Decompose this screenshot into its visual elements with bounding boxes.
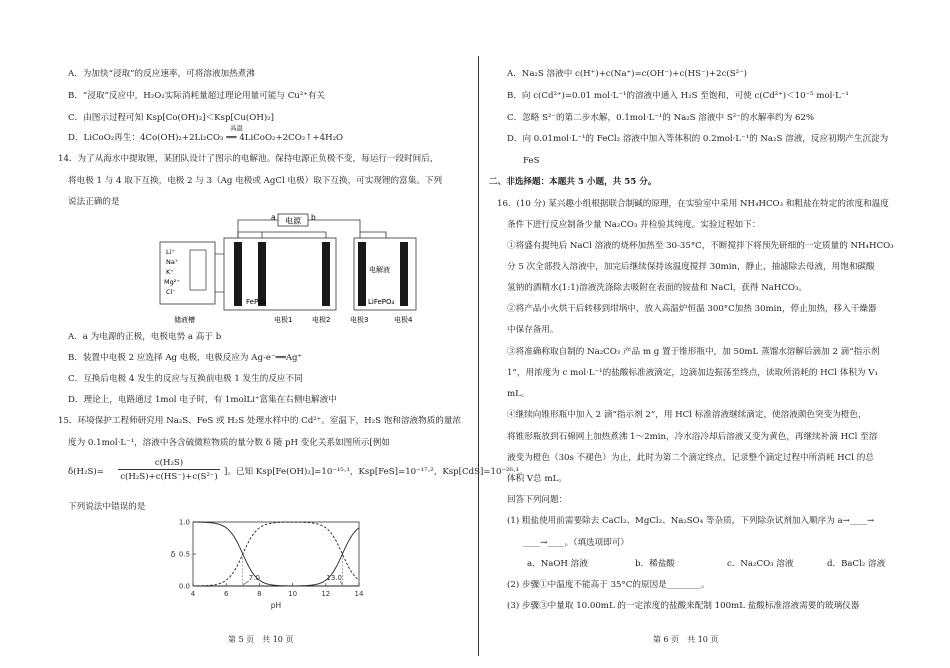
- electrode-1-label: 电极1: [274, 316, 293, 324]
- section-2-heading: 二、非选择题：本题共 5 小题，共 55 分。: [489, 177, 657, 187]
- q14-stem-2: 将电极 1 与 4 取下互换，电极 2 与 3（Ag 电极或 AgCl 电极）取下互换，可实现锂的富集。下列: [68, 176, 443, 186]
- q15-option-a: A．Na₂S 溶液中 c(H⁺)+c(Na⁺)=c(OH⁻)+c(HS⁻)+2c(S²⁻): [507, 69, 747, 79]
- q15-formula-numerator: c(H₂S): [118, 458, 220, 470]
- y-tick-label: 0.0: [178, 582, 190, 591]
- q16-question-3: (3) 步骤③中量取 10.00mL 的一定浓度的盐酸来配制 100mL 盐酸标准溶液需要的玻璃仪器: [507, 601, 860, 611]
- q16-line-17: ____→____。（填选项即可）: [523, 538, 630, 548]
- tank-label: 储液槽: [174, 316, 195, 324]
- q16-line-15: 回答下列问题：: [507, 495, 568, 505]
- electrode-1: [234, 242, 242, 306]
- q13-option-d: D．LiCoO₂再生：4Co(OH)₂+2Li₂CO₃ ══ 4LiCoO₂+2CO₂↑+4H₂O: [68, 133, 344, 143]
- column-divider: [478, 56, 479, 656]
- q14-option-b: B．装置中电极 2 应选择 Ag 电极，电极反应为 Ag-e⁻══Ag⁺: [68, 353, 303, 363]
- annotation-label: 13.0: [326, 574, 342, 582]
- q16-choice-c: c．Na₂CO₃ 溶液: [727, 559, 794, 569]
- left-page-footer: 第 5 页 共 10 页: [228, 635, 294, 644]
- q15-option-b: B．向 c(Cd²⁺)=0.01 mol·L⁻¹的溶液中通入 H₂S 至饱和，可使 c(Cd²⁺)＜10⁻⁵ mol·L⁻¹: [507, 91, 849, 101]
- q16-line-9: 1”，用浓度为 c mol·L⁻¹的盐酸标准液滴定，边滴加边振荡至终点，读取所消耗的 HCl 体积为 V₁: [507, 368, 878, 378]
- q13-option-c: C．由图示过程可知 Ksp[Co(OH)₂]＜Ksp[Cu(OH)₂]: [68, 113, 274, 123]
- x-tick-label: 14: [354, 590, 364, 598]
- electrode-4: [400, 242, 408, 306]
- q16-line-13: 液变为橙色（30s 不褪色）为止，此时为第二个滴定终点，记录整个滴定过程中所消耗 HCl 的总: [507, 453, 874, 463]
- q14-option-a: A．a 为电源的正极，电极电势 a 高于 b: [68, 332, 222, 342]
- q16-line-8: ③将准确称取自制的 Na₂CO₃ 产品 m g 置于锥形瓶中，加 50mL 蒸馏水溶解后滴加 2 滴“指示剂: [507, 347, 880, 357]
- y-axis-label: δ: [170, 550, 176, 559]
- lifepo4-label: LiFePO₄: [368, 298, 395, 306]
- fepo4-label: FePO₄: [246, 298, 267, 306]
- x-tick-label: 10: [288, 590, 298, 598]
- electrode-3-label: 电极3: [350, 316, 369, 324]
- q13-option-b: B．“浸取”反应中，H₂O₂实际消耗量超过理论用量可能与 Cu²⁺有关: [68, 91, 326, 101]
- q16-line-12: 将锥形瓶放到石棉网上加热煮沸 1～2min，冷水浴冷却后溶液又变为黄色，再继续补滴 HCl 至溶: [507, 432, 878, 442]
- ion-na: Na⁺: [166, 258, 179, 266]
- annotation-label: 7.0: [248, 574, 260, 582]
- q15-ksp-values: ]。已知 Ksp[Fe(OH)₂]=10⁻¹⁵·¹，Ksp[FeS]=10⁻¹⁷·²，Ksp[CdS]=10⁻²⁶·¹。: [224, 467, 528, 477]
- x-tick-label: 6: [223, 590, 229, 598]
- q16-line-6: ②将产品小火烘干后转移到坩埚中，放入高温炉恒温 300°C加热 30min，停止加热，移入干燥器: [507, 304, 877, 314]
- electrolysis-diagram: [150, 210, 430, 328]
- q16-choice-b: b．稀盐酸: [635, 559, 675, 569]
- ion-li: Li⁺: [166, 248, 175, 256]
- ion-mg: Mg²⁺: [164, 278, 180, 286]
- right-page-footer: 第 6 页 共 10 页: [653, 635, 719, 644]
- q16-line-11: ④继续向锥形瓶中加入 2 滴“指示剂 2”，用 HCl 标准溶液继续滴定，使溶液颜色突变为橙色，: [507, 410, 867, 420]
- x-axis-label: pH: [270, 601, 282, 610]
- terminal-b: b: [311, 213, 316, 222]
- electrode-2-left: [258, 242, 266, 306]
- q16-line-10: mL。: [507, 389, 530, 399]
- q15-question: 下列说法中错误的是: [68, 502, 146, 512]
- q16-choice-d: d．BaCl₂ 溶液: [827, 559, 886, 569]
- annotation-arrow: [243, 581, 249, 585]
- q13-reaction-condition: 高温: [230, 124, 243, 132]
- wire-right: [308, 220, 360, 238]
- q16-line-14: 体积 V总 mL。: [507, 474, 567, 484]
- q15-option-d: D．向 0.01mol·L⁻¹的 FeCl₂ 溶液中加入等体积的 0.2mol·L⁻¹的 Na₂S 溶液，反应初期产生沉淀为: [507, 134, 889, 144]
- q14-option-d: D．理论上，电路通过 1mol 电子时，有 1molLi⁺富集在右侧电解液中: [68, 395, 337, 405]
- q13-option-a: A．为加快“浸取”的反应速率，可将溶液加热煮沸: [68, 69, 255, 79]
- q16-line-2: 条件下进行反应制备少量 Na₂CO₃ 并检验其纯度。实验过程如下：: [507, 220, 761, 230]
- electrode-3: [358, 242, 366, 306]
- electrode-2-label: 电极2: [312, 316, 331, 324]
- y-tick-label: 1.0: [178, 518, 190, 527]
- q16-line-16: (1) 粗盐使用前需要除去 CaCl₂、MgCl₂、Na₂SO₄ 等杂质，下列除杂试剂加入顺序为 a→____→: [507, 516, 875, 526]
- q14-stem-1: 14．为了从海水中提取锂，某团队设计了图示的电解池。保持电源正负极不变，每运行一段时间后，: [58, 154, 439, 164]
- q15-formula-lhs: δ(H₂S)=: [68, 467, 104, 477]
- q15-option-d-cont: FeS: [523, 156, 540, 166]
- electrode-2: [322, 242, 330, 306]
- x-tick-label: 4: [190, 590, 196, 598]
- q16-line-3: ①将盛有提纯后 NaCl 溶液的烧杯加热至 30-35°C，不断搅拌下将预先研细的一定质量的 NH₄HCO₃: [507, 241, 894, 251]
- q16-question-2: (2) 步骤①中温度不能高于 35°C的原因是________。: [507, 580, 710, 590]
- wire-left: [238, 220, 278, 238]
- ion-k: K⁺: [166, 268, 174, 276]
- q15-option-c: C．忽略 S²⁻的第二步水解，0.1mol·L⁻¹的 Na₂S 溶液中 S²⁻的水解率约为 62%: [507, 113, 815, 123]
- q15-formula-denominator: c(H₂S)+c(HS⁻)+c(S²⁻): [120, 472, 218, 482]
- q16-line-5: 氢钠的酒精水(1:1)溶液洗涤除去吸附在表面的铵盐和 NaCl，获得 NaHCO₃。: [507, 283, 808, 293]
- q14-option-c: C．互换后电极 4 发生的反应与互换前电极 1 发生的反应不同: [68, 374, 303, 384]
- q16-choice-a: a．NaOH 溶液: [527, 559, 588, 569]
- distribution-chart: [163, 514, 373, 620]
- q15-stem-1: 15．环境保护工程师研究用 Na₂S、FeS 或 H₂S 处理水样中的 Cd²⁺。室温下，H₂S 饱和溶液物质的量浓: [58, 416, 462, 426]
- q16-line-1: 16．(10 分) 某兴趣小组根据联合制碱的原理，在实验室中采用 NH₄HCO₃ 和粗盐在特定的浓度和温度: [497, 199, 889, 209]
- q16-line-4: 分 5 次全部投入溶液中，加完后继续保持该温度搅拌 30min，静止，抽滤除去母液，用饱和碳酸: [507, 262, 875, 272]
- x-tick-label: 8: [257, 590, 262, 598]
- electrolyte-label: 电解液: [369, 266, 390, 274]
- terminal-a: a: [271, 213, 276, 222]
- ion-cl: Cl⁻: [166, 288, 176, 296]
- q15-stem-2: 度为 0.1mol·L⁻¹，溶液中各含硫微粒物质的量分数 δ 随 pH 变化关系如图所示[例如: [68, 438, 390, 448]
- q16-line-7: 中保存备用。: [507, 325, 559, 335]
- q14-stem-3: 说法正确的是: [68, 197, 120, 207]
- x-tick-label: 12: [321, 590, 331, 598]
- y-tick-label: 0.5: [178, 550, 190, 559]
- power-label: 电源: [285, 216, 301, 226]
- electrode-4-label: 电极4: [394, 316, 413, 324]
